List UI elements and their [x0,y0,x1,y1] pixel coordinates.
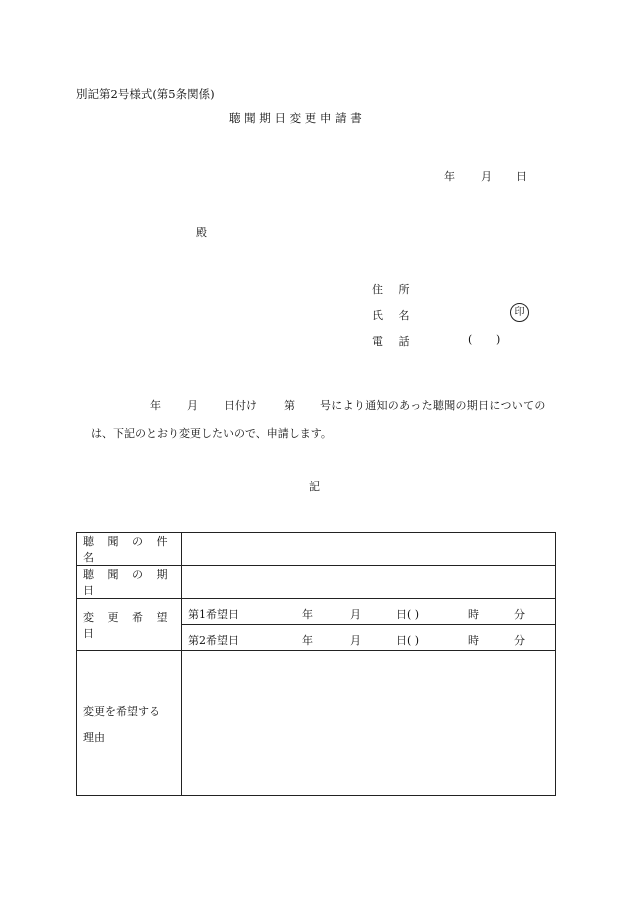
first-choice-label: 第1希望日 [188,608,239,621]
reason-label-line1: 変更を希望する [83,705,160,718]
phone-paren-close: ) [496,333,501,346]
first-choice-day: 日( ) [396,608,420,621]
body-line1: 号により通知のあった聴聞の期日についての [320,399,546,412]
addressee-suffix: 殿 [196,226,207,239]
name-label: 氏 名 [372,309,416,322]
application-table [76,532,556,796]
first-choice-row[interactable] [182,599,556,625]
date-month-label: 月 [481,170,492,183]
form-reference: 別記第2号様式(第5条関係) [76,87,215,101]
body-year: 年 [150,399,161,412]
phone-paren-open: ( [468,333,473,346]
address-label: 住 所 [372,283,416,296]
body-number-prefix: 第 [284,399,295,412]
body-month: 月 [187,399,198,412]
second-choice-minute: 分 [514,634,525,647]
first-choice-month: 月 [350,608,361,621]
second-choice-hour: 時 [468,634,479,647]
reason-label [77,651,182,796]
date-day-label: 日 [516,170,527,183]
reason-field[interactable] [182,651,556,796]
desired-date-label: 変 更 希 望 日 [77,599,182,651]
first-choice-minute: 分 [514,608,525,621]
case-name-label: 聴 聞 の 件 名 [77,533,182,566]
second-choice-month: 月 [350,634,361,647]
body-line2: は、下記のとおり変更したいので、申請します。 [91,427,332,440]
phone-label: 電 話 [372,335,416,348]
first-choice-year: 年 [302,608,313,621]
document-title: 聴 聞 期 日 変 更 申 請 書 [229,111,362,125]
ki-heading: 記 [309,480,320,493]
second-choice-row[interactable] [182,625,556,651]
first-choice-hour: 時 [468,608,479,621]
second-choice-year: 年 [302,634,313,647]
body-dated: 日付け [224,399,257,412]
seal-mark: 印 [510,303,529,322]
hearing-date-field[interactable] [182,566,556,599]
hearing-date-label: 聴 聞 の 期 日 [77,566,182,599]
case-name-field[interactable] [182,533,556,566]
second-choice-label: 第2希望日 [188,634,239,647]
second-choice-day: 日( ) [396,634,420,647]
date-year-label: 年 [444,170,455,183]
reason-label-line2: 理由 [83,731,105,744]
